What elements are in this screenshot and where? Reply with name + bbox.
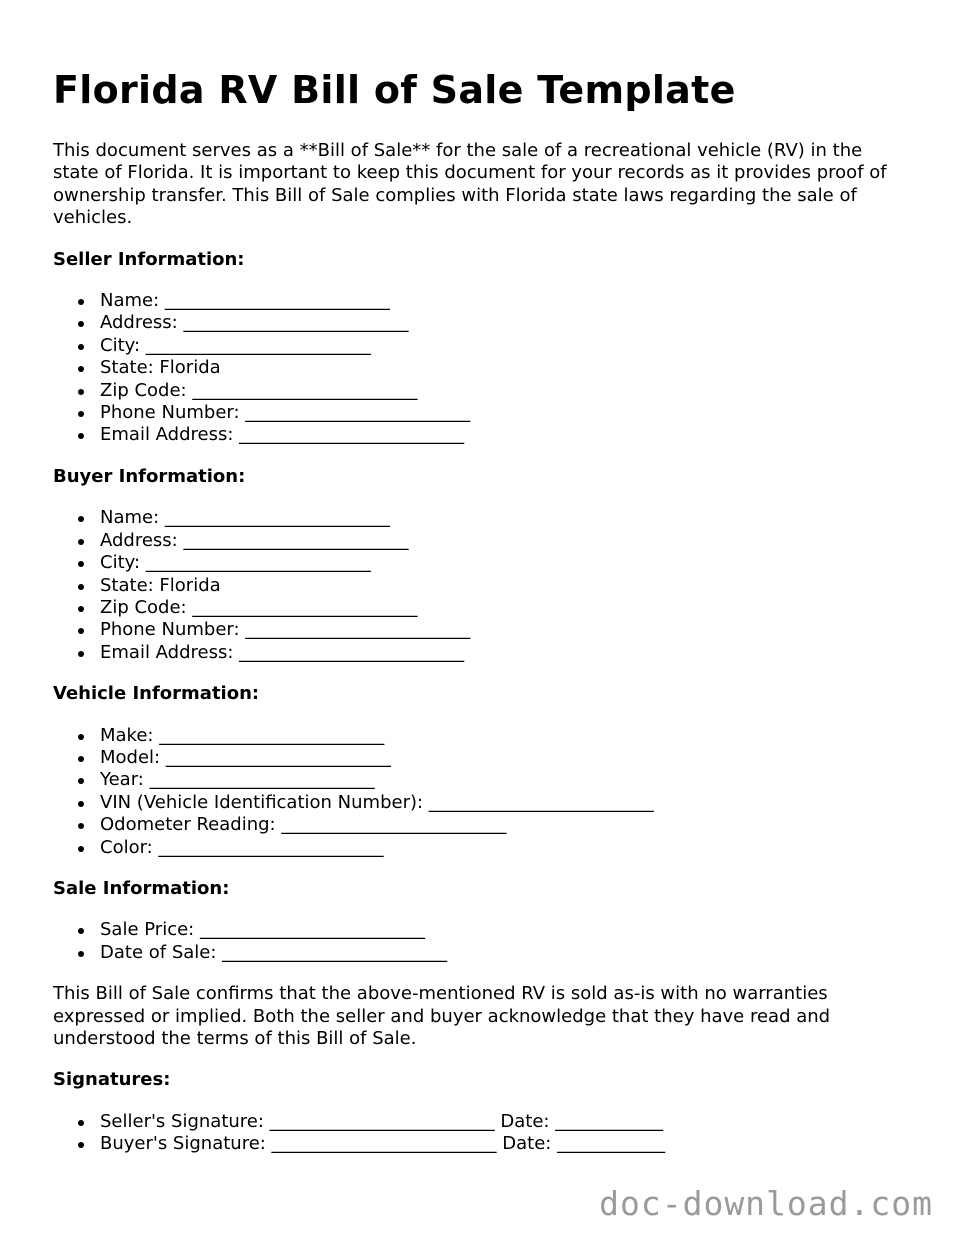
seller-name-field: Name: _________________________ [100,290,913,312]
vehicle-section-heading: Vehicle Information: [53,683,260,705]
buyer-city-field: City: _________________________ [100,552,913,574]
vehicle-model-field: Model: _________________________ [100,747,913,769]
seller-phone-field: Phone Number: _________________________ [100,402,913,424]
sale-field-list [53,919,913,964]
buyer-email-field: Email Address: _________________________ [100,642,913,664]
sale-date-field: Date of Sale: _________________________ [100,942,913,964]
intro-paragraph: This document serves as a **Bill of Sale** for the sale of a recreational vehicle (RV) in the state of Florida. It is important to keep this document for your records as it provides proof of ownership transfer. This Bill of Sale complies with Florida state laws regarding the sale of vehicles. [53,140,887,229]
buyer-state-field: State: Florida [100,575,913,597]
vehicle-odometer-field: Odometer Reading: _________________________ [100,814,913,836]
buyer-address-field: Address: _________________________ [100,530,913,552]
seller-city-field: City: _________________________ [100,335,913,357]
buyer-zip-field: Zip Code: _________________________ [100,597,913,619]
seller-state-field: State: Florida [100,357,913,379]
buyer-signature-field: Buyer's Signature: _________________________ Date: ____________ [100,1133,913,1155]
buyer-field-list [53,507,913,664]
seller-email-field: Email Address: _________________________ [100,424,913,446]
seller-zip-field: Zip Code: _________________________ [100,380,913,402]
closing-paragraph: This Bill of Sale confirms that the above-mentioned RV is sold as-is with no warranties expressed or implied. Both the seller and buyer acknowledge that they have read and understood the terms of this Bill of Sale. [53,983,831,1049]
seller-signature-field: Seller's Signature: _________________________ Date: ____________ [100,1111,913,1133]
page-title: Florida RV Bill of Sale Template [53,68,736,112]
seller-address-field: Address: _________________________ [100,312,913,334]
vehicle-vin-field: VIN (Vehicle Identification Number): _________________________ [100,792,913,814]
buyer-name-field: Name: _________________________ [100,507,913,529]
sale-section-heading: Sale Information: [53,877,230,899]
vehicle-field-list [53,725,913,859]
watermark-text: doc-download.com [599,1184,933,1223]
seller-field-list [53,290,913,447]
buyer-section-heading: Buyer Information: [53,465,246,487]
vehicle-color-field: Color: _________________________ [100,837,913,859]
document-page [53,0,913,1156]
seller-section-heading: Seller Information: [53,248,245,270]
vehicle-year-field: Year: _________________________ [100,769,913,791]
signature-field-list [53,1111,913,1156]
signatures-section-heading: Signatures: [53,1069,171,1091]
buyer-phone-field: Phone Number: _________________________ [100,619,913,641]
vehicle-make-field: Make: _________________________ [100,725,913,747]
sale-price-field: Sale Price: _________________________ [100,919,913,941]
